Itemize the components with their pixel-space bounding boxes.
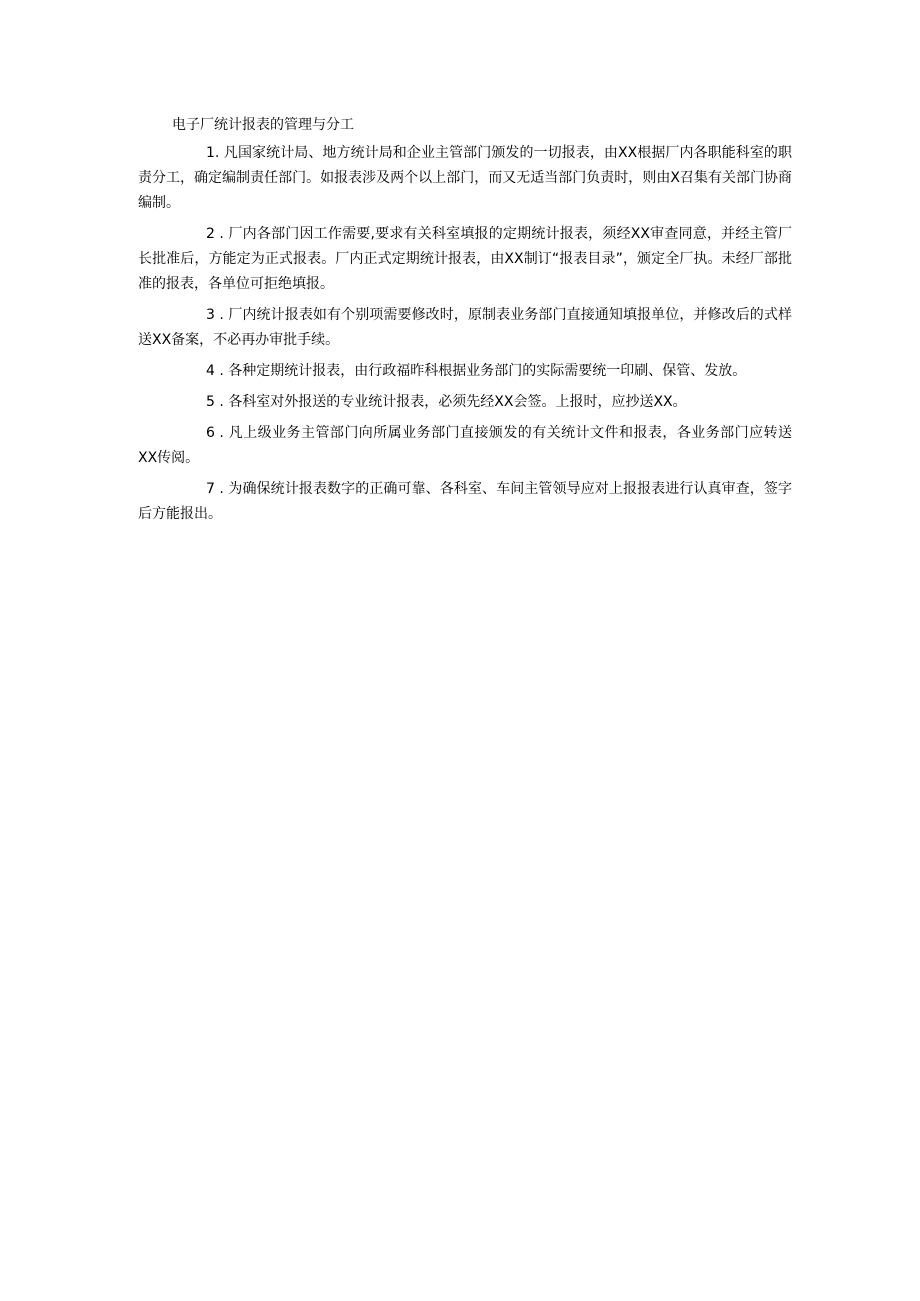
list-item [138,303,792,353]
document-body [138,116,792,533]
item-text: 各种定期统计报表，由行政福昨科根据业务部门的实际需要统一印刷、保管、发放。 [228,363,747,379]
item-number: 5 . [206,394,224,410]
list-item [138,359,792,384]
item-number: 6 . [206,425,224,441]
item-text: 各科室对外报送的专业统计报表，必须先经XX会签。上报时，应抄送XX。 [228,394,687,410]
item-number: 1. [206,145,220,161]
item-number: 2 . [206,226,224,242]
item-text: 凡国家统计局、地方统计局和企业主管部门颁发的一切报表，由XX根据厂内各职能科室的职责分工，确定编制责任部门。如报表涉及两个以上部门，而又无适当部门负责时，则由X召集有关部门协商编制。 [138,145,792,211]
item-text: 为确保统计报表数字的正确可靠、各科室、车间主管领导应对上报报表进行认真审查，签字后方能报出。 [138,481,792,522]
item-number: 3 . [206,307,224,323]
item-text: 凡上级业务主管部门向所属业务部门直接颁发的有关统计文件和报表，各业务部门应转送XX传阅。 [138,425,792,466]
item-text: 厂内统计报表如有个别项需要修改时，原制表业务部门直接通知填报单位，并修改后的式样送XX备案，不必再办审批手续。 [138,307,792,348]
item-text: 厂内各部门因工作需要,要求有关科室填报的定期统计报表，须经XX审查同意，并经主管厂长批准后，方能定为正式报表。厂内正式定期统计报表，由XX制订“报表目录”，颁定全厂执。未经厂部批准的报表，各单位可拒绝填报。 [138,226,792,292]
list-item [138,222,792,297]
item-number: 7 . [206,481,224,497]
list-item [138,390,792,415]
item-number: 4 . [206,363,224,379]
list-item [138,141,792,216]
list-item [138,421,792,471]
list-item [138,477,792,527]
document-title: 电子厂统计报表的管理与分工 [172,117,354,133]
